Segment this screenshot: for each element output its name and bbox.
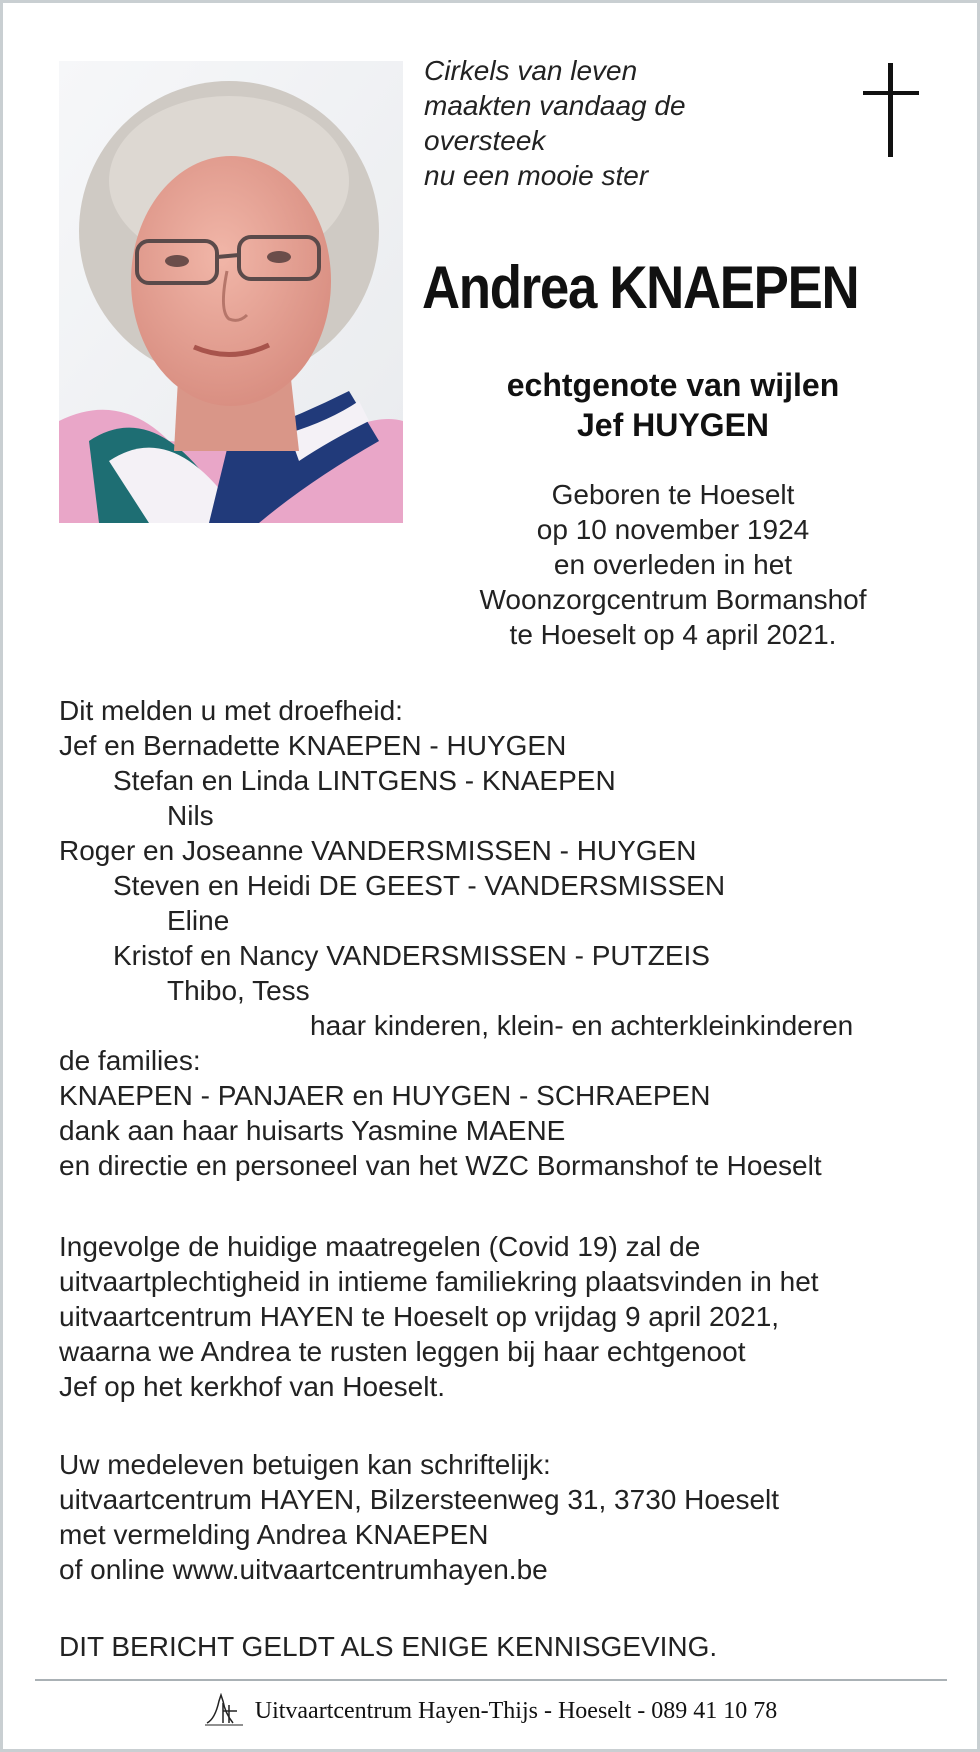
mourner-line: Roger en Joseanne VANDERSMISSEN - HUYGEN xyxy=(59,835,697,866)
mourner-line: Kristof en Nancy VANDERSMISSEN - PUTZEIS xyxy=(113,940,710,971)
mourners-intro: Dit melden u met droefheid: xyxy=(59,695,403,726)
funeral-details xyxy=(59,1229,819,1404)
mourner-line: Thibo, Tess xyxy=(167,975,310,1006)
mourner-line: de families: xyxy=(59,1045,201,1076)
deceased-name: Andrea KNAEPEN xyxy=(422,254,859,321)
condolence-line: of online www.uitvaartcentrumhayen.be xyxy=(59,1554,548,1585)
spouse-line: echtgenote van wijlen xyxy=(506,367,840,403)
condolence-line: Uw medeleven betuigen kan schriftelijk: xyxy=(59,1449,551,1480)
footer-divider xyxy=(35,1679,947,1681)
mourner-line: haar kinderen, klein- en achterkleinkinderen xyxy=(310,1010,854,1041)
funeral-line: uitvaartplechtigheid in intieme familiekring plaatsvinden in het xyxy=(59,1266,819,1297)
mourner-line: en directie en personeel van het WZC Bormanshof te Hoeselt xyxy=(59,1150,822,1181)
poem-line: nu een mooie ster xyxy=(424,160,649,191)
funeral-line: Jef op het kerkhof van Hoeselt. xyxy=(59,1371,445,1402)
birth-death-line: Geboren te Hoeselt xyxy=(551,479,795,510)
mourner-line: dank aan haar huisarts Yasmine MAENE xyxy=(59,1115,566,1146)
birth-death-line: Woonzorgcentrum Bormanshof xyxy=(479,584,867,615)
spouse-block xyxy=(423,365,923,445)
condolence-line: uitvaartcentrum HAYEN, Bilzersteenweg 31, 3730 Hoeselt xyxy=(59,1484,780,1515)
spouse-name: Jef HUYGEN xyxy=(576,407,770,443)
funeral-line: Ingevolge de huidige maatregelen (Covid 19) zal de xyxy=(59,1231,701,1262)
mourner-line: Steven en Heidi DE GEEST - VANDERSMISSEN xyxy=(113,870,726,901)
closing-notice: DIT BERICHT GELDT ALS ENIGE KENNISGEVING. xyxy=(59,1631,718,1662)
footer-contact: Uitvaartcentrum Hayen-Thijs - Hoeselt - 089 41 10 78 xyxy=(254,1697,778,1724)
birth-death-line: en overleden in het xyxy=(553,549,793,580)
mourner-line: Stefan en Linda LINTGENS - KNAEPEN xyxy=(113,765,616,796)
funeral-line: uitvaartcentrum HAYEN te Hoeselt op vrijdag 9 april 2021, xyxy=(59,1301,780,1332)
birth-death-line: te Hoeselt op 4 april 2021. xyxy=(509,619,837,650)
mourners-list xyxy=(59,693,853,1183)
cross-icon xyxy=(861,61,921,161)
condolence-line: met vermelding Andrea KNAEPEN xyxy=(59,1519,489,1550)
funeral-line: waarna we Andrea te rusten leggen bij haar echtgenoot xyxy=(59,1336,746,1367)
birth-death-line: op 10 november 1924 xyxy=(536,514,810,545)
mourner-line: Jef en Bernadette KNAEPEN - HUYGEN xyxy=(59,730,567,761)
mourner-line: Nils xyxy=(167,800,214,831)
poem xyxy=(424,53,686,193)
funeral-home-logo-icon xyxy=(203,1693,247,1729)
portrait-photo xyxy=(59,61,403,523)
poem-line: oversteek xyxy=(424,125,546,156)
mourner-line: KNAEPEN - PANJAER en HUYGEN - SCHRAEPEN xyxy=(59,1080,711,1111)
poem-line: maakten vandaag de xyxy=(424,90,686,121)
condolence-details xyxy=(59,1447,779,1587)
footer xyxy=(3,1693,977,1729)
mourner-line: Eline xyxy=(167,905,230,936)
birth-death-block xyxy=(423,477,923,652)
poem-line: Cirkels van leven xyxy=(424,55,638,86)
